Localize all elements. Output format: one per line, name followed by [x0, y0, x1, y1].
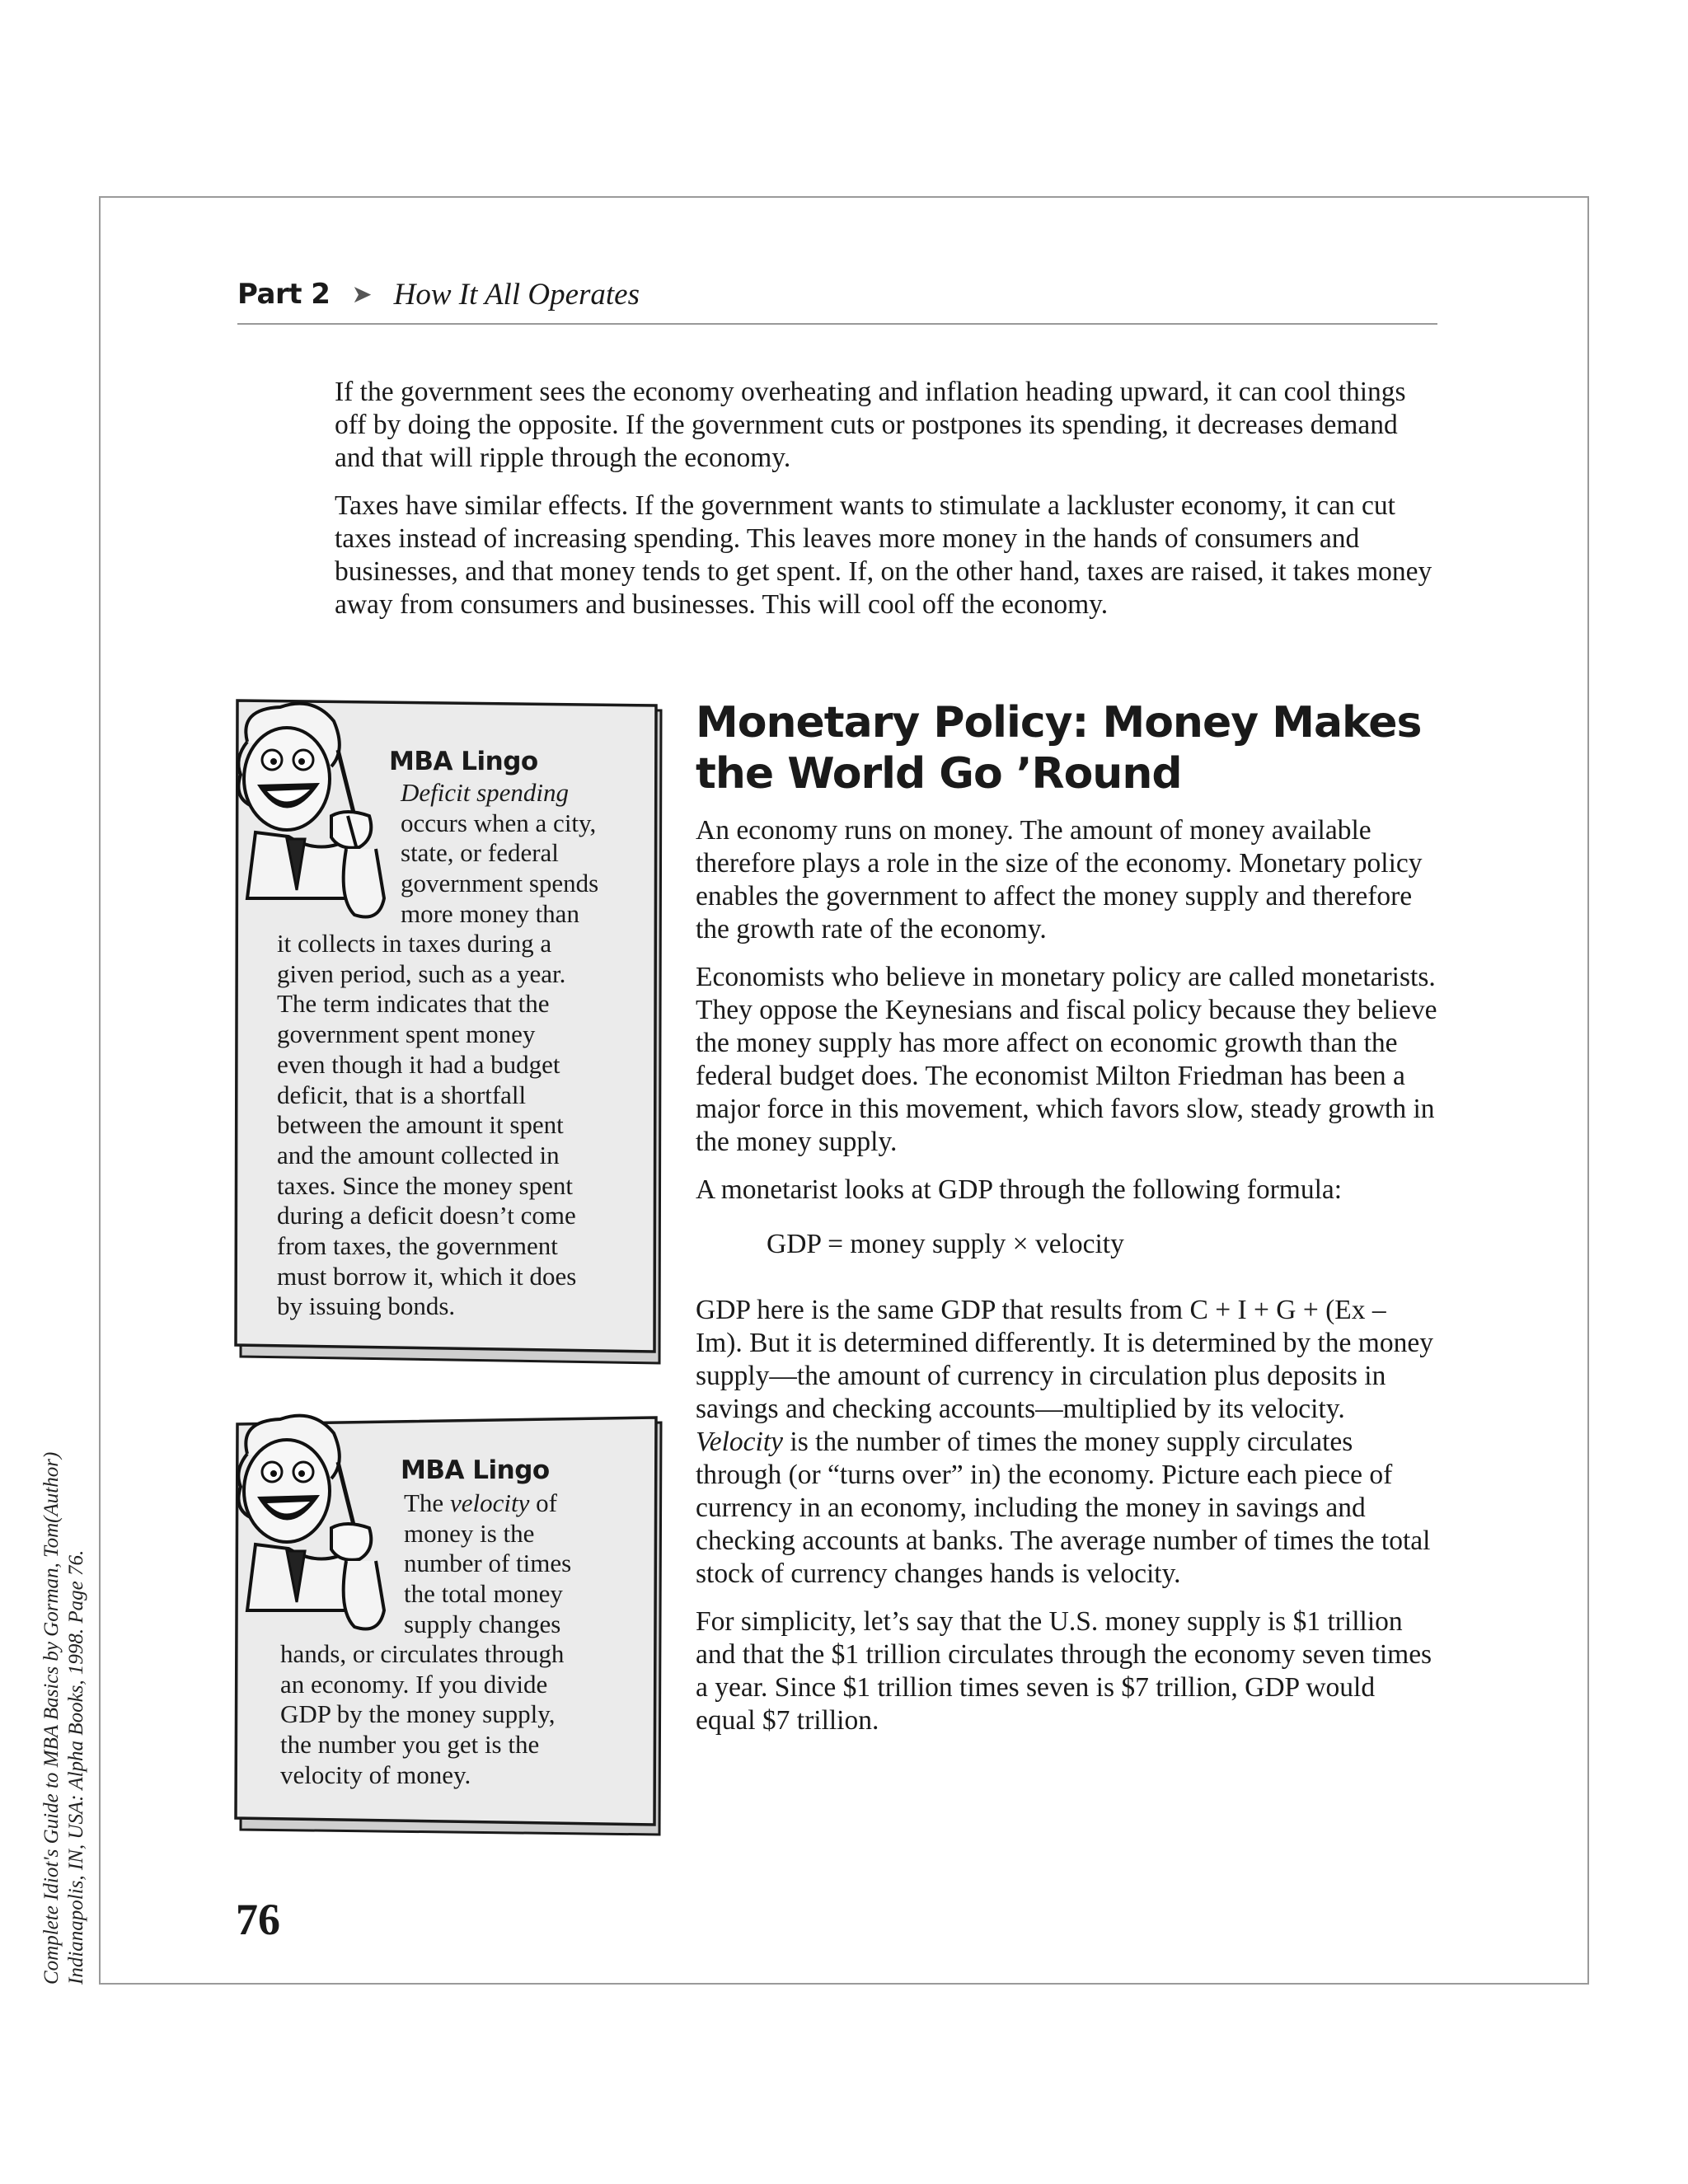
- cartoon-professor-icon: [223, 1404, 404, 1643]
- sidebar-line: supply changes: [404, 1609, 561, 1638]
- sidebar-body: [404, 1488, 571, 1640]
- sidebar-heading: MBA Lingo: [401, 1455, 550, 1485]
- paragraph: Economists who believe in monetary policy are called monetarists. They oppose the Keynesians and fiscal policy because they believe the money supply has more affect on economic growth than the federal budget does. The economist Milton Friedman has been a major force in this movement, which favors slow, steady growth in the money supply.: [696, 962, 1437, 1157]
- emphasis-velocity: Velocity: [696, 1427, 784, 1457]
- sidebar-line: by issuing bonds.: [277, 1291, 456, 1321]
- sidebar-line: [404, 1488, 571, 1519]
- sidebar-line: the number you get is the: [280, 1730, 540, 1760]
- sidebar-line: deficit, that is a shortfall: [277, 1080, 527, 1109]
- paragraph: If the government sees the economy overheating and inflation heading upward, it can cool things off by doing the opposite. If the government cuts or postpones its spending, it decreases demand and that will ripple through the economy.: [335, 377, 1406, 473]
- sidebar-line: from taxes, the government: [277, 1231, 558, 1261]
- paragraph: An economy runs on money. The amount of money available therefore plays a role in the size of the economy. Monetary policy enables the government to affect the money supply and therefore the growth rate of the economy.: [696, 815, 1423, 944]
- section-heading-line-1: Monetary Policy: Money Makes: [696, 698, 1422, 748]
- section-heading: [696, 697, 1439, 799]
- sidebar-term: Deficit spending: [401, 778, 570, 807]
- sidebar-line: money is the: [404, 1518, 535, 1548]
- sidebar-line: GDP by the money supply,: [280, 1699, 556, 1729]
- sidebar-line: during a deficit doesn’t come: [277, 1201, 576, 1230]
- page-number: 76: [236, 1895, 280, 1944]
- cartoon-professor-icon: [223, 692, 404, 931]
- sidebar-line: hands, or circulates through: [280, 1639, 565, 1668]
- chapter-title: How It All Operates: [393, 277, 640, 312]
- paragraph: A monetarist looks at GDP through the following formula:: [696, 1174, 1343, 1205]
- text-run: of: [529, 1488, 557, 1517]
- text-run: The: [404, 1488, 450, 1517]
- citation-line-2: Indianapolis, IN, USA: Alpha Books, 1998. Page 76.: [65, 1549, 87, 1985]
- sidebar-line: the total money: [404, 1579, 563, 1609]
- sidebar-line: given period, such as a year.: [277, 958, 566, 988]
- sidebar-line: between the amount it spent: [277, 1110, 564, 1140]
- sidebar-line: it collects in taxes during a: [277, 929, 552, 958]
- emphasis-velocity: velocity: [449, 1488, 530, 1517]
- sidebar-line: government spends: [401, 869, 599, 898]
- text-run: is the number of times the money supply circulates through (or “turns over” in) the economy. Picture each piece of currency in an economy, including the money in savings and checking accounts at banks. The average number of times the total stock of currency changes hands is velocity.: [696, 1427, 1431, 1589]
- running-head: [237, 265, 1437, 325]
- sidebar-deficit-spending: [223, 692, 668, 1368]
- intro-text: [335, 376, 1439, 636]
- section-heading-line-2: the World Go ’Round: [696, 749, 1182, 799]
- citation-line-1: Complete Idiot's Guide to MBA Basics by Gorman, Tom(Author): [40, 1451, 63, 1985]
- gdp-formula: GDP = money supply × velocity: [767, 1229, 1124, 1259]
- part-label: Part 2: [237, 278, 331, 311]
- monetary-policy-section: [696, 697, 1439, 1752]
- sidebar-line: velocity of money.: [280, 1760, 471, 1789]
- sidebar-line: more money than: [401, 898, 579, 928]
- paragraph: Taxes have similar effects. If the government wants to stimulate a lackluster economy, it can cut taxes instead of increasing spending. This leaves more money in the hands of consumers and businesses, and that money tends to get spent. If, on the other hand, taxes are raised, it takes money away from consumers and businesses. This will cool off the economy.: [335, 490, 1432, 620]
- sidebar-line: occurs when a city,: [401, 808, 597, 837]
- sidebar-body-cont: [280, 1639, 564, 1791]
- sidebar-line: state, or federal: [401, 838, 559, 868]
- citation-note: [40, 1383, 89, 1985]
- sidebar-line: The term indicates that the: [277, 989, 550, 1019]
- sidebar-line: an economy. If you divide: [280, 1669, 548, 1699]
- sidebar-body: [401, 778, 598, 930]
- sidebar-line: taxes. Since the money spent: [277, 1170, 573, 1200]
- text-run: GDP here is the same GDP that results from C + I + G + (Ex – Im). But it is determined differently. It is determined by the money supply—the amount of currency in circulation plus deposits in savings and checking accounts—multiplied by its velocity.: [696, 1295, 1433, 1424]
- sidebar-line: must borrow it, which it does: [277, 1261, 577, 1291]
- paragraph: For simplicity, let’s say that the U.S. money supply is $1 trillion and that the $1 trillion circulates through the economy seven times a year. Since $1 trillion times seven is $7 trillion, GDP would equal $7 trillion.: [696, 1606, 1432, 1736]
- sidebar-velocity: [223, 1404, 668, 1841]
- sidebar-line: even though it had a budget: [277, 1049, 560, 1079]
- sidebar-body-cont: [277, 929, 576, 1322]
- sidebar-line: number of times: [404, 1549, 572, 1578]
- sidebar-heading: MBA Lingo: [389, 747, 538, 776]
- sidebar-line: government spent money: [277, 1019, 536, 1049]
- sidebar-line: and the amount collected in: [277, 1140, 560, 1169]
- paragraph: [696, 1294, 1439, 1591]
- arrow-icon: ➤: [351, 279, 373, 309]
